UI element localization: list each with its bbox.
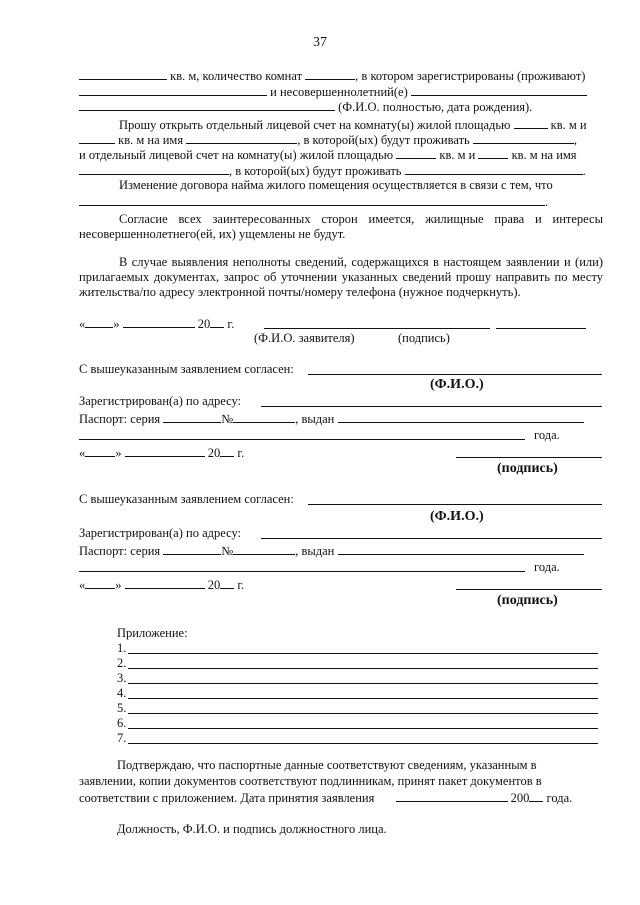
attachment-number: 4.	[117, 686, 127, 700]
year-field[interactable]	[220, 445, 234, 457]
incomplete-info-paragraph: В случае выявления неполноты сведений, содержащихся в настоящем заявлении и (или) прилагаемых документах, запрос об уточнении указанных сведений прошу направить по месту жительства/по адресу электронной почты/номеру телефона (нужное подчеркнуть).	[79, 255, 603, 299]
issued-by-field[interactable]	[338, 543, 584, 555]
applicant-sign-label: (подпись)	[398, 331, 450, 345]
attachment-line[interactable]	[128, 698, 598, 699]
month-field[interactable]	[125, 445, 205, 457]
official-signature-label: Должность, Ф.И.О. и подпись должностного лица.	[117, 822, 387, 836]
year-prefix: 20	[197, 317, 211, 331]
attachments-title: Приложение:	[117, 626, 188, 640]
issued-by-field[interactable]	[338, 411, 584, 423]
year-field[interactable]	[220, 577, 234, 589]
day-field[interactable]	[85, 577, 115, 589]
passport-series-field[interactable]	[163, 411, 221, 423]
comma: ,	[573, 133, 577, 147]
attachment-line[interactable]	[128, 683, 598, 684]
date-received-field[interactable]	[396, 790, 508, 802]
attachment-line[interactable]	[128, 728, 598, 729]
room-area-1-field[interactable]	[514, 117, 548, 129]
passport-series-label: Паспорт: серия	[79, 544, 161, 558]
page-number: 37	[313, 35, 327, 50]
applicant-fio-label: (Ф.И.О. заявителя)	[254, 331, 355, 345]
request-line-2	[79, 132, 577, 148]
year-field[interactable]	[529, 790, 543, 802]
room-area-4-field[interactable]	[478, 147, 508, 159]
year-prefix: 200	[510, 791, 530, 805]
confirm-line-2: заявлении, копии документов соответствуют подлинникам, принят пакет документов в	[79, 774, 542, 788]
issued-by-line-2[interactable]	[79, 439, 525, 440]
year-suffix: года.	[546, 791, 573, 805]
agreed-sign-line-1[interactable]	[456, 457, 602, 458]
consent-paragraph: Согласие всех заинтересованных сторон имеется, жилищные права и интересы несовершеннолетнего(ей, их) ущемлены не будут.	[79, 212, 603, 241]
quote-close: »	[113, 317, 120, 331]
intro-line-1	[79, 68, 585, 84]
year-suffix: г.	[237, 578, 245, 592]
attachment-line[interactable]	[128, 653, 598, 654]
fio-label-1: (Ф.И.О.)	[430, 377, 484, 392]
registered-label-1: Зарегистрирован(а) по адресу:	[79, 394, 242, 408]
passport-series-label: Паспорт: серия	[79, 412, 161, 426]
passport-row-1	[79, 411, 584, 427]
issued-label: , выдан	[295, 544, 335, 558]
year-field[interactable]	[210, 316, 224, 328]
registered-label-2: Зарегистрирован(а) по адресу:	[79, 526, 242, 540]
sign-label-2: (подпись)	[497, 593, 558, 608]
day-field[interactable]	[85, 445, 115, 457]
agreed-sign-line-2[interactable]	[456, 589, 602, 590]
passport-row-2	[79, 543, 584, 559]
confirm-line-1: Подтверждаю, что паспортные данные соответствуют сведениям, указанным в	[117, 758, 537, 772]
period-2: .	[545, 195, 549, 209]
sqm-label: кв. м и	[550, 118, 587, 132]
account-name-1-field[interactable]	[186, 132, 297, 144]
quote-open: «	[79, 578, 86, 592]
agreed-date-row-2	[79, 577, 244, 593]
confirm-line-3	[79, 790, 572, 806]
year-prefix: 20	[207, 578, 221, 592]
attachment-number: 5.	[117, 701, 127, 715]
account-name-2-field[interactable]	[79, 163, 229, 175]
passport-number-field[interactable]	[233, 543, 295, 555]
intro-text-end: , в котором зарегистрированы (проживают)	[355, 69, 586, 83]
quote-close: »	[115, 446, 122, 460]
issued-label: , выдан	[295, 412, 335, 426]
agreed-fio-line-2[interactable]	[308, 504, 602, 505]
agreed-date-row-1	[79, 445, 244, 461]
intro-line-2	[79, 84, 587, 100]
passport-number-label: №	[221, 412, 234, 426]
attachment-number: 6.	[117, 716, 127, 730]
day-field[interactable]	[85, 316, 113, 328]
registered-names-field[interactable]	[79, 84, 267, 96]
request-line-1	[119, 117, 587, 133]
agreed-label-2: С вышеуказанным заявлением согласен:	[79, 492, 294, 506]
request-text-2: и отдельный лицевой счет на комнату(ы) жилой площадью	[79, 148, 394, 162]
room-area-2-field[interactable]	[79, 132, 115, 144]
fio-dob-label: (Ф.И.О. полностью, дата рождения).	[338, 100, 533, 114]
year-label-1: года.	[534, 428, 560, 442]
area-field[interactable]	[79, 68, 167, 80]
attachment-number: 7.	[117, 731, 127, 745]
minors-label: и несовершеннолетний(е)	[270, 85, 408, 99]
agreed-label-1: С вышеуказанным заявлением согласен:	[79, 362, 294, 376]
applicant-sign-line[interactable]	[496, 328, 586, 329]
issued-by-line-2b[interactable]	[79, 571, 525, 572]
year-label-2: года.	[534, 560, 560, 574]
minors-field[interactable]	[411, 84, 587, 96]
residents-label: , в которой(ых) будут проживать	[297, 133, 470, 147]
year-suffix: г.	[227, 317, 235, 331]
year-suffix: г.	[237, 446, 245, 460]
intro-line-3	[79, 99, 532, 115]
attachment-line[interactable]	[128, 668, 598, 669]
registered-address-line-2[interactable]	[261, 538, 602, 539]
attachment-line[interactable]	[128, 713, 598, 714]
passport-number-field[interactable]	[233, 411, 295, 423]
room-area-3-field[interactable]	[396, 147, 436, 159]
sign-label-1: (подпись)	[497, 461, 558, 476]
request-line-4	[79, 163, 586, 179]
attachment-number: 2.	[117, 656, 127, 670]
fio-dob-field[interactable]	[79, 99, 335, 111]
attachment-number: 3.	[117, 671, 127, 685]
request-line-6	[79, 194, 548, 210]
quote-open: «	[79, 317, 86, 331]
year-prefix: 20	[207, 446, 221, 460]
quote-close: »	[115, 578, 122, 592]
quote-open: «	[79, 446, 86, 460]
name-label: кв. м на имя	[118, 133, 184, 147]
applicant-fio-line[interactable]	[264, 328, 490, 329]
registered-address-line-1[interactable]	[261, 406, 602, 407]
fio-label-2: (Ф.И.О.)	[430, 509, 484, 524]
name-label-2: кв. м на имя	[511, 148, 577, 162]
residents-label-2: , в которой(ых) будут проживать	[229, 164, 402, 178]
request-text: Прошу открыть отдельный лицевой счет на комнату(ы) жилой площадью	[119, 118, 511, 132]
passport-series-field[interactable]	[163, 543, 221, 555]
reason-field[interactable]	[79, 194, 545, 206]
intro-text: кв. м, количество комнат	[170, 69, 303, 83]
date-received-label: соответствии с приложением. Дата принятия заявления	[79, 791, 375, 805]
applicant-date-row	[79, 316, 234, 332]
agreed-fio-line-1[interactable]	[308, 374, 602, 375]
period: .	[582, 164, 586, 178]
attachment-number: 1.	[117, 641, 127, 655]
residents-2-field[interactable]	[405, 163, 583, 175]
passport-number-label: №	[221, 544, 234, 558]
residents-1-field[interactable]	[473, 132, 574, 144]
request-line-5: Изменение договора найма жилого помещения осуществляется в связи с тем, что	[119, 178, 553, 192]
request-line-3	[79, 147, 577, 163]
sqm-label-2: кв. м и	[439, 148, 476, 162]
attachment-line[interactable]	[128, 743, 598, 744]
rooms-count-field[interactable]	[305, 68, 355, 80]
month-field[interactable]	[125, 577, 205, 589]
month-field[interactable]	[123, 316, 195, 328]
